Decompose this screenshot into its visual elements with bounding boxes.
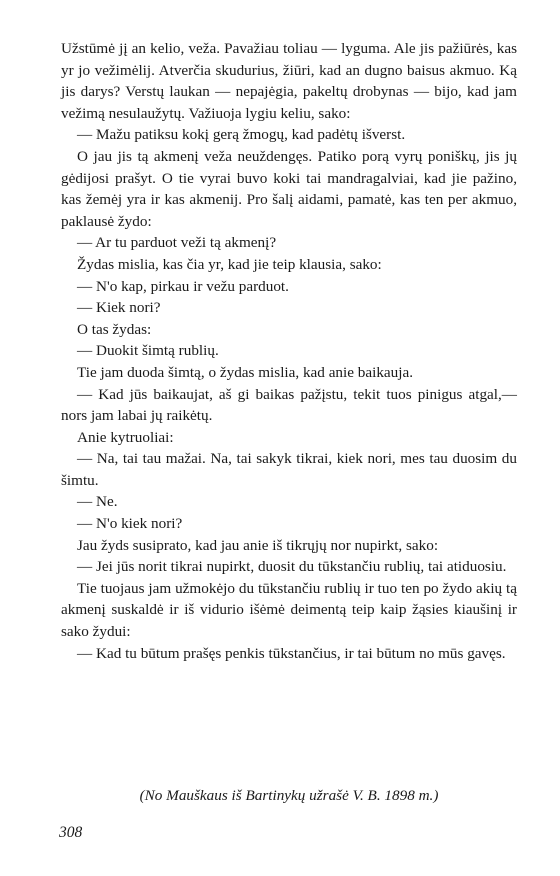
paragraph: — Mažu patiksu kokį gerą žmogų, kad padėtų išverst. xyxy=(77,126,406,144)
paragraph: Užstūmė jį an kelio, veža. Pavažiau toliau — lyguma. Ale jis pažiūrės, kas yr jo vežimėlij. Atverčia skudurius, žiūri, kad an dugno baisus akmuo. Ką jis darys? Verstų laukan — nepajėgia, pakeltų drobynas — bijo, kad jam vežimą nesulaužytų. Važiuoja lygiu keliu, sako: xyxy=(61,40,517,122)
paragraph: — Kiek nori? xyxy=(77,299,161,317)
paragraph: Tie tuojaus jam užmokėjo du tūkstančiu rublių ir tuo ten po žydo akių tą akmenį suskaldė ir iš vidurio išėmė deimentą teip kaip žąsies kiaušinį ir sako žydui: xyxy=(61,579,517,641)
paragraph: — Jei jūs norit tikrai nupirkt, duosit du tūkstančiu rublių, tai atiduosiu. xyxy=(77,558,507,576)
paragraph: O tas žydas: xyxy=(77,320,152,338)
paragraph: — Ar tu parduot veži tą akmenį? xyxy=(77,234,277,252)
story-text xyxy=(61,38,517,664)
paragraph: — Ne. xyxy=(77,493,118,511)
paragraph: — N'o kap, pirkau ir vežu parduot. xyxy=(77,277,289,295)
paragraph: O jau jis tą akmenį veža neuždengęs. Patiko porą vyrų poniškų, jis jų gėdijosi prašyt. O tie vyrai buvo koki tai mandragalviai, kad jie pažino, kas žemėj yra ir kas akmenij. Pro šalį aidami, pamatė, kas ten per akmuo, paklausė žydo: xyxy=(61,147,517,230)
paragraph: — N'o kiek nori? xyxy=(77,515,183,533)
paragraph: — Kad jūs baikaujat, aš gi baikas pažįstu, tekit tuos pinigus atgal,— nors jam labai jų raikėtų. xyxy=(61,385,517,425)
paragraph: Anie kytruoliai: xyxy=(77,428,174,446)
paragraph: Žydas mislia, kas čia yr, kad jie teip klausia, sako: xyxy=(77,255,382,273)
paragraph: Tie jam duoda šimtą, o žydas mislia, kad anie baikauja. xyxy=(77,363,414,381)
paragraph: — Kad tu būtum prašęs penkis tūkstančius, ir tai būtum no mūs gavęs. xyxy=(77,644,506,662)
page-number: 308 xyxy=(59,824,83,841)
paragraph: Jau žyds susiprato, kad jau anie iš tikrųjų nor nupirkt, sako: xyxy=(77,536,439,554)
paragraph: — Duokit šimtą rublių. xyxy=(77,342,219,360)
paragraph: — Na, tai tau mažai. Na, tai sakyk tikrai, kiek nori, mes tau duosim du šimtu. xyxy=(61,450,517,489)
source-note: (No Mauškaus iš Bartinykų užrašė V. B. 1898 m.) xyxy=(139,787,439,804)
